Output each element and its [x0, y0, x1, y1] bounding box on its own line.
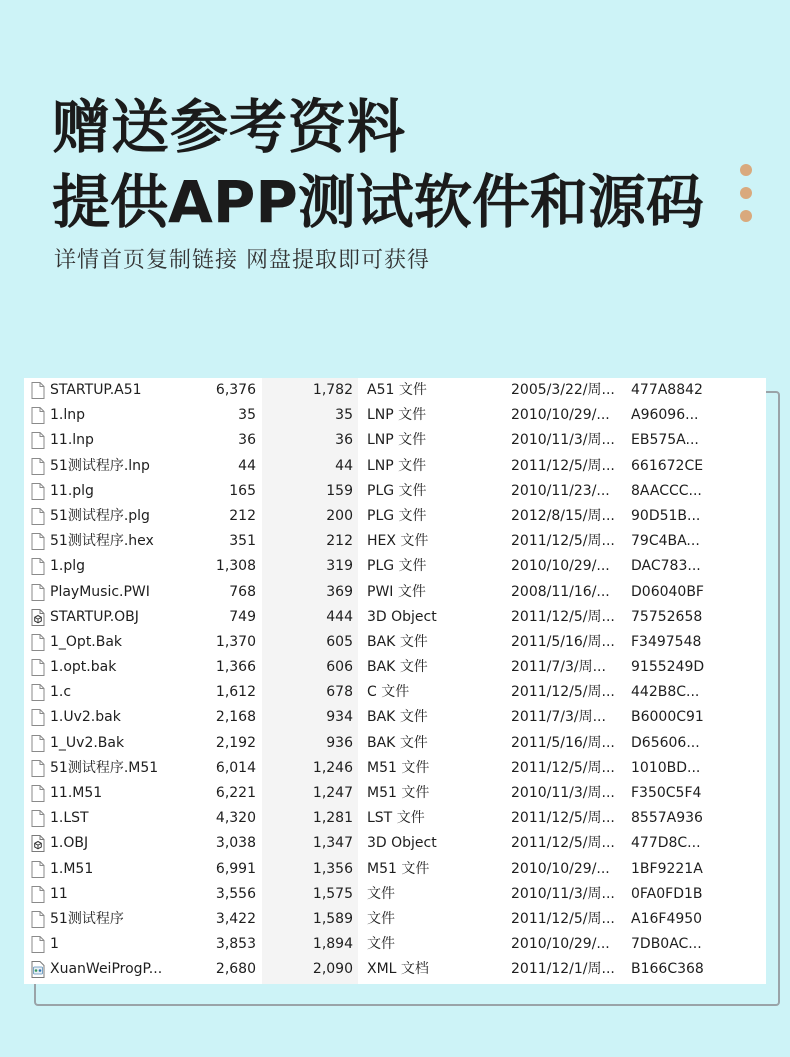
file-row[interactable]	[24, 957, 766, 982]
document-icon	[30, 655, 46, 680]
file-size: 1,370	[215, 633, 256, 650]
file-packed-size: 1,247	[312, 785, 353, 801]
file-type: BAK 文件	[367, 734, 428, 751]
file-packed-size: 605	[326, 633, 353, 650]
file-name: STARTUP.A51	[50, 382, 142, 398]
file-packed-size: 1,356	[312, 860, 353, 877]
file-row[interactable]	[24, 605, 766, 630]
dot-icon	[740, 164, 752, 176]
file-name: 1.LST	[50, 810, 89, 827]
file-type: 3D Object	[367, 835, 437, 852]
file-modified: 2010/10/29/...	[511, 407, 610, 424]
file-row[interactable]	[24, 781, 766, 806]
file-packed-size: 44	[335, 457, 353, 474]
file-size: 1,612	[215, 684, 256, 701]
document-icon	[30, 806, 46, 831]
file-row[interactable]	[24, 529, 766, 554]
file-name: 11	[50, 885, 68, 902]
3d-object-icon	[30, 605, 46, 630]
file-packed-size: 606	[326, 659, 353, 676]
file-size: 2,168	[215, 709, 256, 726]
file-name: 51测试程序.hex	[50, 533, 154, 550]
file-rows	[24, 378, 766, 983]
file-size: 351	[229, 533, 256, 550]
file-size: 6,014	[215, 759, 256, 776]
file-type: XML 文档	[367, 961, 429, 978]
file-modified: 2010/10/29/...	[511, 936, 610, 953]
file-type: BAK 文件	[367, 659, 428, 676]
file-packed-size: 1,782	[312, 382, 353, 398]
file-row[interactable]	[24, 454, 766, 479]
file-packed-size: 1,894	[312, 936, 353, 953]
document-icon	[30, 882, 46, 907]
document-icon	[30, 403, 46, 428]
file-modified: 2010/11/3/周...	[511, 432, 615, 449]
file-crc: F350C5F4	[631, 785, 702, 801]
file-modified: 2010/10/29/...	[511, 860, 610, 877]
file-row[interactable]	[24, 554, 766, 579]
file-size: 44	[238, 457, 256, 474]
document-icon	[30, 479, 46, 504]
file-size: 3,422	[215, 910, 256, 927]
document-icon	[30, 504, 46, 529]
file-row[interactable]	[24, 806, 766, 831]
file-name: 1.plg	[50, 558, 86, 575]
file-row[interactable]	[24, 932, 766, 957]
file-crc: 442B8C...	[631, 684, 700, 701]
file-crc: 1010BD...	[631, 759, 701, 776]
file-type: 文件	[367, 910, 395, 927]
file-row[interactable]	[24, 882, 766, 907]
file-row[interactable]	[24, 630, 766, 655]
document-icon	[30, 529, 46, 554]
file-modified: 2011/7/3/周...	[511, 709, 606, 726]
file-packed-size: 35	[335, 407, 353, 424]
file-crc: 477A8842	[631, 382, 703, 398]
file-crc: 8AACCC...	[631, 482, 702, 499]
file-type: 文件	[367, 885, 395, 902]
file-type: M51 文件	[367, 785, 430, 801]
file-packed-size: 678	[326, 684, 353, 701]
file-packed-size: 36	[335, 432, 353, 449]
file-size: 3,038	[215, 835, 256, 852]
file-row[interactable]	[24, 655, 766, 680]
file-packed-size: 444	[326, 608, 353, 625]
file-type: C 文件	[367, 684, 410, 701]
file-modified: 2011/12/5/周...	[511, 608, 615, 625]
hero-subtitle: 详情首页复制链接 网盘提取即可获得	[54, 248, 430, 273]
file-row[interactable]	[24, 580, 766, 605]
file-name: XuanWeiProgP...	[50, 961, 163, 978]
file-type: PLG 文件	[367, 558, 427, 575]
file-type: PLG 文件	[367, 507, 427, 524]
document-icon	[30, 756, 46, 781]
file-row[interactable]	[24, 857, 766, 882]
file-modified: 2010/11/3/周...	[511, 785, 615, 801]
file-size: 1,308	[215, 558, 256, 575]
file-name: 1	[50, 936, 59, 953]
file-row[interactable]	[24, 907, 766, 932]
document-icon	[30, 580, 46, 605]
file-row[interactable]	[24, 731, 766, 756]
file-modified: 2005/3/22/周...	[511, 382, 615, 398]
file-size: 36	[238, 432, 256, 449]
file-packed-size: 200	[326, 507, 353, 524]
file-crc: 1BF9221A	[631, 860, 703, 877]
file-name: 1.lnp	[50, 407, 86, 424]
file-modified: 2011/7/3/周...	[511, 659, 606, 676]
document-icon	[30, 705, 46, 730]
document-icon	[30, 630, 46, 655]
file-packed-size: 934	[326, 709, 353, 726]
file-crc: 477D8C...	[631, 835, 701, 852]
file-crc: F3497548	[631, 633, 702, 650]
file-type: 3D Object	[367, 608, 437, 625]
file-size: 6,376	[215, 382, 256, 398]
dot-icon	[740, 187, 752, 199]
file-name: 51测试程序.lnp	[50, 457, 150, 474]
file-packed-size: 2,090	[312, 961, 353, 978]
file-packed-size: 1,347	[312, 835, 353, 852]
file-modified: 2011/12/5/周...	[511, 810, 615, 827]
file-name: 1.Uv2.bak	[50, 709, 121, 726]
file-type: LST 文件	[367, 810, 425, 827]
hero-title-line2: 提供APP测试软件和源码	[52, 168, 704, 236]
3d-object-icon	[30, 831, 46, 856]
archive-file-list	[24, 378, 766, 984]
file-crc: B6000C91	[631, 709, 704, 726]
file-name: 11.lnp	[50, 432, 94, 449]
file-size: 6,221	[215, 785, 256, 801]
xml-file-icon	[30, 957, 46, 982]
file-packed-size: 1,246	[312, 759, 353, 776]
file-crc: 90D51B...	[631, 507, 701, 524]
file-row[interactable]	[24, 705, 766, 730]
file-size: 2,680	[215, 961, 256, 978]
file-modified: 2011/12/5/周...	[511, 759, 615, 776]
file-size: 2,192	[215, 734, 256, 751]
file-modified: 2011/12/5/周...	[511, 835, 615, 852]
document-icon	[30, 454, 46, 479]
file-type: LNP 文件	[367, 407, 427, 424]
file-name: 51测试程序.plg	[50, 507, 150, 524]
file-name: 11.M51	[50, 785, 103, 801]
file-crc: B166C368	[631, 961, 704, 978]
file-size: 35	[238, 407, 256, 424]
file-crc: 0FA0FD1B	[631, 885, 703, 902]
file-modified: 2011/12/5/周...	[511, 910, 615, 927]
file-type: 文件	[367, 936, 395, 953]
file-packed-size: 212	[326, 533, 353, 550]
file-type: LNP 文件	[367, 432, 427, 449]
file-name: 11.plg	[50, 482, 94, 499]
document-icon	[30, 907, 46, 932]
file-row[interactable]	[24, 680, 766, 705]
file-row[interactable]	[24, 479, 766, 504]
file-type: PLG 文件	[367, 482, 427, 499]
file-crc: D65606...	[631, 734, 700, 751]
file-modified: 2011/12/5/周...	[511, 684, 615, 701]
file-size: 4,320	[215, 810, 256, 827]
file-modified: 2011/12/5/周...	[511, 457, 615, 474]
file-type: BAK 文件	[367, 709, 428, 726]
file-packed-size: 1,589	[312, 910, 353, 927]
decorative-dots	[740, 164, 752, 233]
document-icon	[30, 857, 46, 882]
file-size: 749	[229, 608, 256, 625]
document-icon	[30, 554, 46, 579]
file-crc: D06040BF	[631, 583, 704, 600]
file-modified: 2010/10/29/...	[511, 558, 610, 575]
file-size: 768	[229, 583, 256, 600]
file-crc: 9155249D	[631, 659, 705, 676]
file-size: 3,853	[215, 936, 256, 953]
file-size: 3,556	[215, 885, 256, 902]
file-modified: 2008/11/16/...	[511, 583, 610, 600]
document-icon	[30, 428, 46, 453]
file-size: 6,991	[215, 860, 256, 877]
dot-icon	[740, 210, 752, 222]
file-crc: A16F4950	[631, 910, 703, 927]
file-size: 1,366	[215, 659, 256, 676]
file-name: 1.OBJ	[50, 835, 89, 852]
file-packed-size: 936	[326, 734, 353, 751]
file-type: PWI 文件	[367, 583, 426, 600]
file-packed-size: 1,281	[312, 810, 353, 827]
file-type: M51 文件	[367, 860, 430, 877]
file-modified: 2010/11/3/周...	[511, 885, 615, 902]
file-type: HEX 文件	[367, 533, 429, 550]
file-name: STARTUP.OBJ	[50, 608, 139, 625]
file-modified: 2012/8/15/周...	[511, 507, 615, 524]
file-row[interactable]	[24, 831, 766, 856]
file-name: 1_Uv2.Bak	[50, 734, 125, 751]
file-name: 1_Opt.Bak	[50, 633, 123, 650]
file-row[interactable]	[24, 504, 766, 529]
file-crc: A96096...	[631, 407, 699, 424]
document-icon	[30, 731, 46, 756]
file-name: 1.c	[50, 684, 72, 701]
file-type: BAK 文件	[367, 633, 428, 650]
file-name: 1.M51	[50, 860, 94, 877]
file-crc: 8557A936	[631, 810, 703, 827]
file-crc: 7DB0AC...	[631, 936, 702, 953]
file-modified: 2011/5/16/周...	[511, 633, 615, 650]
file-crc: DAC783...	[631, 558, 701, 575]
file-packed-size: 1,575	[312, 885, 353, 902]
document-icon	[30, 781, 46, 806]
document-icon	[30, 932, 46, 957]
file-row[interactable]	[24, 756, 766, 781]
file-modified: 2011/12/1/周...	[511, 961, 615, 978]
file-name: 1.opt.bak	[50, 659, 117, 676]
file-crc: 661672CE	[631, 457, 704, 474]
file-packed-size: 159	[326, 482, 353, 499]
file-packed-size: 319	[326, 558, 353, 575]
file-name: 51测试程序	[50, 910, 124, 927]
document-icon	[30, 378, 46, 403]
file-size: 165	[229, 482, 256, 499]
file-type: A51 文件	[367, 382, 427, 398]
file-size: 212	[229, 507, 256, 524]
file-name: 51测试程序.M51	[50, 759, 159, 776]
file-row[interactable]	[24, 428, 766, 453]
file-crc: EB575A...	[631, 432, 699, 449]
document-icon	[30, 680, 46, 705]
file-row[interactable]	[24, 378, 766, 403]
file-modified: 2011/5/16/周...	[511, 734, 615, 751]
file-crc: 79C4BA...	[631, 533, 700, 550]
file-crc: 75752658	[631, 608, 703, 625]
file-packed-size: 369	[326, 583, 353, 600]
file-row[interactable]	[24, 403, 766, 428]
hero-title-line1: 赠送参考资料	[52, 93, 407, 161]
file-modified: 2011/12/5/周...	[511, 533, 615, 550]
file-modified: 2010/11/23/...	[511, 482, 610, 499]
file-type: M51 文件	[367, 759, 430, 776]
file-name: PlayMusic.PWI	[50, 583, 150, 600]
file-type: LNP 文件	[367, 457, 427, 474]
